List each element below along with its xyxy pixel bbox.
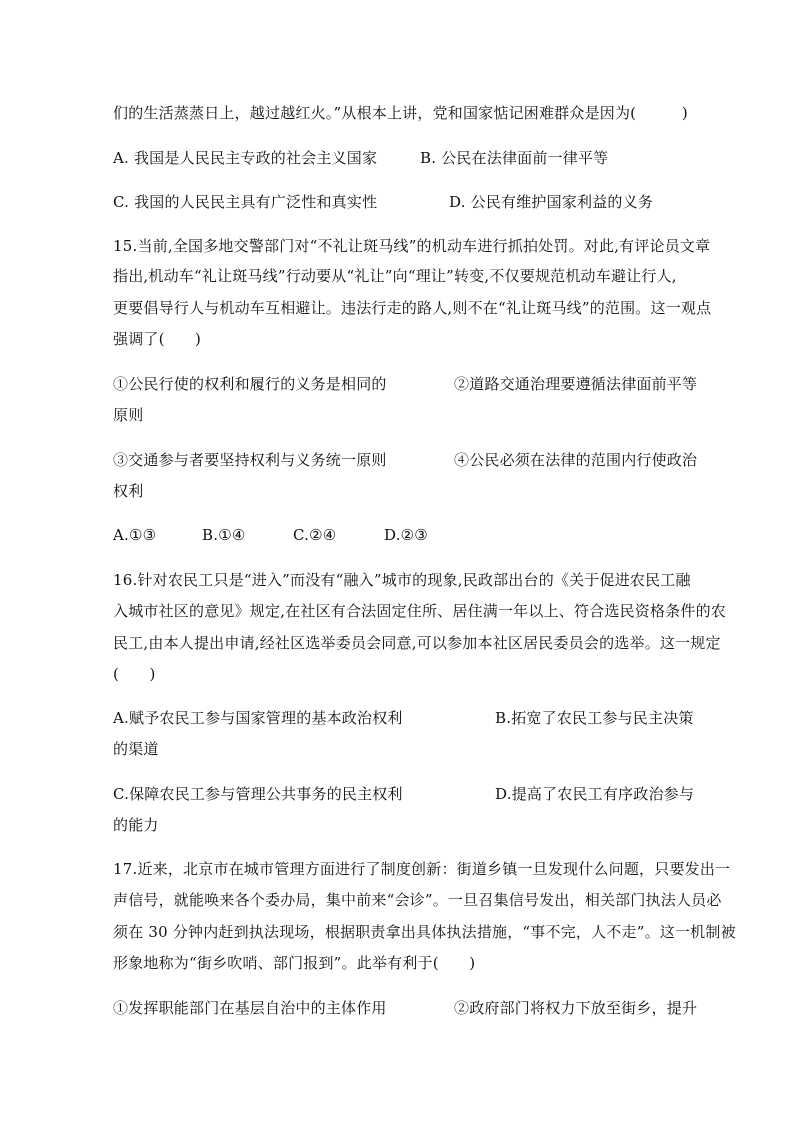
q15-choices [113,525,428,545]
q16-stem-line: ( ) [113,665,156,683]
q15-choice-c: C.②④ [293,526,337,544]
q16-option-b: B.拓宽了农民工参与民主决策 [495,709,694,727]
q16-option-a: A.赋予农民工参与国家管理的基本政治权利 [113,709,403,727]
q14-option-row-2 [113,192,654,212]
q15-stem-line: 更要倡导行人与机动车互相避让。违法行走的路人,则不在“礼让斑马线”的范围。这一观点 [113,299,712,317]
q14-option-b: B. 公民在法律面前一律平等 [420,149,609,167]
q17-stem-line: 形象地称为“街乡吹哨、部门报到”。此举有利于( ) [113,954,476,972]
q16-option-d: D.提高了农民工有序政治参与 [495,785,695,803]
q14-option-c: C. 我国的人民民主具有广泛性和真实性 [113,193,378,211]
q15-stem-line: 强调了( ) [113,330,202,348]
q14-option-row-1 [113,148,609,168]
q16-option-c: C.保障农民工参与管理公共事务的民主权利 [113,785,403,803]
q15-item-2: ②道路交通治理要遵循法律面前平等 [454,375,698,393]
q16-stem-line: 16.针对农民工只是“进入”而没有“融入”城市的现象,民政部出台的《关于促进农民工融 [113,571,691,589]
q17-item-2: ②政府部门将权力下放至街乡，提升 [454,999,698,1017]
q15-item-2-continued: 原则 [113,406,144,424]
q15-item-4-continued: 权利 [113,482,144,500]
q15-item-1: ①公民行使的权利和履行的义务是相同的 [113,375,387,393]
q16-stem-line: 入城市社区的意见》规定,在社区有合法固定住所、居住满一年以上、符合选民资格条件的农 [113,602,726,620]
q15-stem-line: 指出,机动车“礼让斑马线”行动要从“礼让”向“理让”转变,不仅要规范机动车避让行人, [113,267,677,285]
q16-option-d-continued: 的能力 [113,816,159,834]
q14-option-a: A. 我国是人民民主专政的社会主义国家 [113,149,378,167]
q17-stem-line: 17.近来，北京市在城市管理方面进行了制度创新：街道乡镇一旦发现什么问题，只要发出一 [113,860,731,878]
q15-choice-b: B.①④ [202,526,246,544]
q17-stem-line: 声信号，就能唤来各个委办局，集中前来“会诊”。一旦召集信号发出，相关部门执法人员必 [113,891,722,909]
q15-item-4: ④公民必须在法律的范围内行使政治 [454,451,698,469]
q17-item-1: ①发挥职能部门在基层自治中的主体作用 [113,999,387,1017]
q16-stem-line: 民工,由本人提出申请,经社区选举委员会同意,可以参加本社区居民委员会的选举。这一规定 [113,634,721,652]
q16-option-b-continued: 的渠道 [113,740,159,758]
q15-item-row-2 [113,450,698,470]
q14-option-d: D. 公民有维护国家利益的义务 [449,193,654,211]
q17-item-row-1 [113,998,698,1018]
q15-stem-line: 15.当前,全国多地交警部门对“不礼让斑马线”的机动车进行抓拍处罚。对此,有评论员文章 [113,237,711,255]
q15-item-row-1 [113,374,698,394]
q16-option-row-2 [113,784,695,804]
q15-item-3: ③交通参与者要坚持权利与义务统一原则 [113,451,387,469]
q15-choice-a: A.①③ [113,526,157,544]
q17-stem-line: 须在 30 分钟内赶到执法现场，根据职责拿出具体执法措施，“事不完，人不走”。这一机制被 [113,923,736,941]
q15-choice-d: D.②③ [384,526,428,544]
q14-stem-end: 们的生活蒸蒸日上，越过越红火。”从根本上讲，党和国家惦记困难群众是因为( ) [113,104,688,122]
q16-option-row-1 [113,708,694,728]
